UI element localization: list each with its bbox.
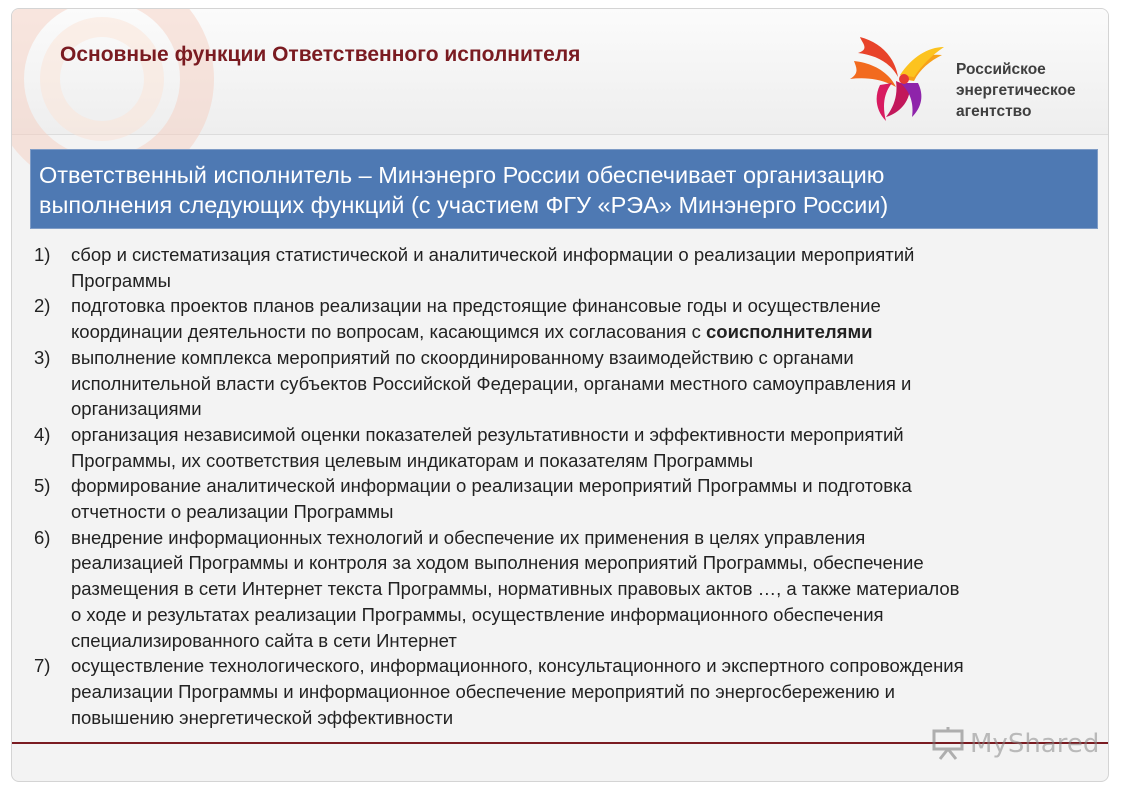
logo-text <box>956 59 1076 122</box>
list-item <box>34 653 1109 730</box>
presentation-board-icon <box>930 725 966 761</box>
list-item <box>34 293 1109 344</box>
item-text-line: организациями <box>71 398 202 420</box>
page-title: Основные функции Ответственного исполнителя <box>60 43 581 66</box>
watermark[interactable] <box>930 725 1100 765</box>
logo-line: агентство <box>956 103 1032 120</box>
item-text-line: размещения в сети Интернет текста Программы, нормативных правовых актов …, а также материалов <box>71 578 960 600</box>
header-band <box>12 9 1108 135</box>
rea-phoenix-logo-icon <box>840 17 950 127</box>
item-text-line: сбор и систематизация статистической и аналитической информации о реализации мероприятий <box>71 244 915 265</box>
banner-line: выполнения следующих функций (с участием ФГУ «РЭА» Минэнерго России) <box>39 192 889 218</box>
item-text-line: исполнительной власти субъектов Российской Федерации, органами местного самоуправления и <box>71 372 912 394</box>
item-text-line: реализации Программы и информационное обеспечение мероприятий по энергосбережению и <box>71 680 895 702</box>
list-item <box>34 345 1109 422</box>
item-number: 5) <box>34 475 51 497</box>
item-bold-text: соисполнителями <box>705 321 873 343</box>
item-text-line: Программы, их соответствия целевым индикаторам и показателям Программы <box>71 449 754 471</box>
item-text-segment: координации деятельности по вопросам, касающимся их согласования с <box>71 321 706 343</box>
item-text-line: осуществление технологического, информационного, консультационного и экспертного сопровождения <box>71 655 964 677</box>
slide <box>11 8 1109 782</box>
item-number: 6) <box>34 526 51 548</box>
item-text-line: формирование аналитической информации о реализации мероприятий Программы и подготовка <box>71 475 912 497</box>
functions-list <box>34 242 1109 730</box>
item-number: 7) <box>34 655 51 677</box>
item-number: 3) <box>34 346 51 368</box>
list-item <box>34 473 1109 524</box>
intro-banner <box>30 149 1098 229</box>
item-text-line: Программы <box>71 269 171 291</box>
banner-line: Ответственный исполнитель – Минэнерго России обеспечивает организацию <box>39 162 885 188</box>
item-text-line: реализацией Программы и контроля за ходом выполнения мероприятий Программы, обеспечение <box>71 552 924 574</box>
item-text-line: выполнение комплекса мероприятий по скоординированному взаимодействию с органами <box>71 346 854 368</box>
logo-line: Российское <box>956 61 1046 78</box>
item-text-line: внедрение информационных технологий и обеспечение их применения в целях управления <box>71 526 866 548</box>
logo-line: энергетическое <box>956 82 1076 99</box>
list-item <box>34 242 1109 293</box>
watermark-text: MyShared <box>970 729 1100 759</box>
item-text-line: о ходе и результатах реализации Программы, осуществление информационного обеспечения <box>71 603 884 625</box>
list-item <box>34 525 1109 654</box>
item-number: 1) <box>34 244 51 265</box>
item-text-line: повышению энергетической эффективности <box>71 706 454 728</box>
list-item <box>34 422 1109 473</box>
item-text-line: отчетности о реализации Программы <box>71 501 394 523</box>
item-text-line: организация независимой оценки показателей результативности и эффективности мероприятий <box>71 423 904 445</box>
item-number: 4) <box>34 423 51 445</box>
item-text-line <box>71 319 1109 345</box>
item-number: 2) <box>34 295 51 317</box>
item-text-line: специализированного сайта в сети Интернет <box>71 629 457 651</box>
item-text-line: подготовка проектов планов реализации на предстоящие финансовые годы и осуществление <box>71 295 881 317</box>
